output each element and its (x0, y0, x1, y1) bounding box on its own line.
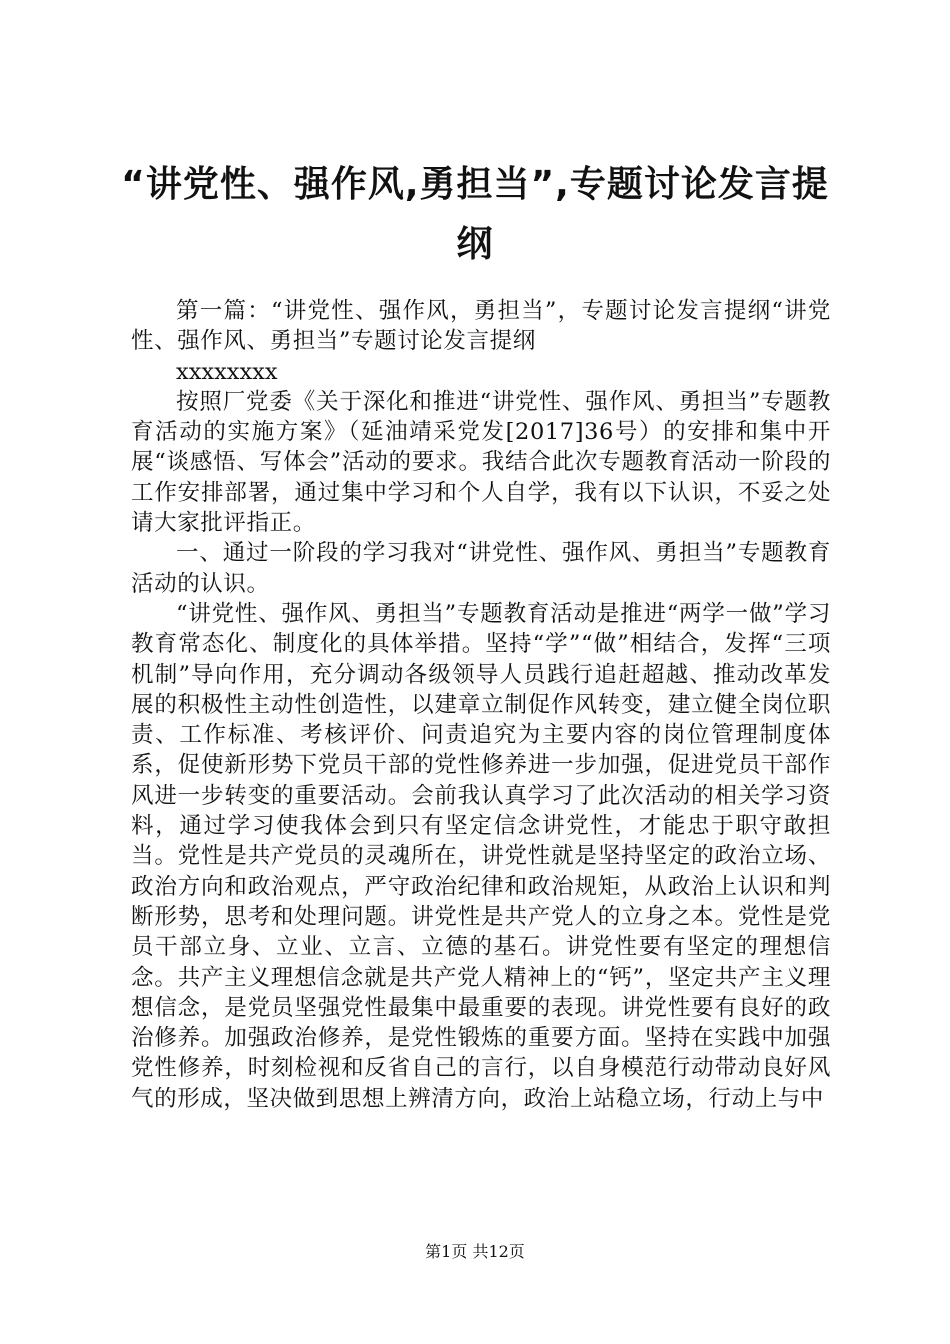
paragraph-intro: 第一篇：“讲党性、强作风，勇担当”，专题讨论发言提纲“讲党性、强作风、勇担当”专题讨论发言提纲 (131, 298, 831, 355)
document-body (131, 296, 831, 1114)
paragraph-main: “讲党性、强作风、勇担当”专题教育活动是推进“两学一做”学习教育常态化、制度化的具体举措。坚持“学”“做”相结合，发挥“三项机制”导向作用，充分调动各级领导人员践行追赶超越、推动改革发展的积极性主动性创造性，以建章立制促作风转变，建立健全岗位职责、工作标准、考核评价、问责追究为主要内容的岗位管理制度体系，促使新形势下党员干部的党性修养进一步加强，促进党员干部作风进一步转变的重要活动。会前我认真学习了此次活动的相关学习资料，通过学习使我体会到只有坚定信念讲党性，才能忠于职守敢担当。党性是共产党员的灵魂所在，讲党性就是坚持坚定的政治立场、政治方向和政治观点，严守政治纪律和政治规矩，从政治上认识和判断形势，思考和处理问题。讲党性是共产党人的立身之本。党性是党员干部立身、立业、立言、立德的基石。讲党性要有坚定的理想信念。共产主义理想信念就是共产党人精神上的“钙”，坚定共产主义理想信念，是党员坚强党性最集中最重要的表现。讲党性要有良好的政治修养。加强政治修养，是党性锻炼的重要方面。坚持在实践中加强党性修养，时刻检视和反省自己的言行，以自身模范行动带动良好风气的形成，坚决做到思想上辨清方向，政治上站稳立场，行动上与中 (131, 600, 831, 1112)
document-title-line-1: “讲党性、强作风,勇担当”,专题讨论发言提 (121, 164, 829, 205)
paragraph-purpose: 按照厂党委《关于深化和推进“讲党性、强作风、勇担当”专题教育活动的实施方案》（延油靖采党发[2017]36号）的安排和集中开展“谈感悟、写体会”活动的要求。我结合此次专题教育活动一阶段的工作安排部署，通过集中学习和个人自学，我有以下认识，不妥之处请大家批评指正。 (131, 388, 831, 537)
document-title-line-2: 纲 (456, 224, 494, 265)
paragraph-section-heading: 一、通过一阶段的学习我对“讲党性、强作风、勇担当”专题教育活动的认识。 (131, 540, 831, 597)
page-footer: 第1页 共12页 (425, 1242, 525, 1261)
paragraph-author: xxxxxxxx (176, 358, 278, 385)
